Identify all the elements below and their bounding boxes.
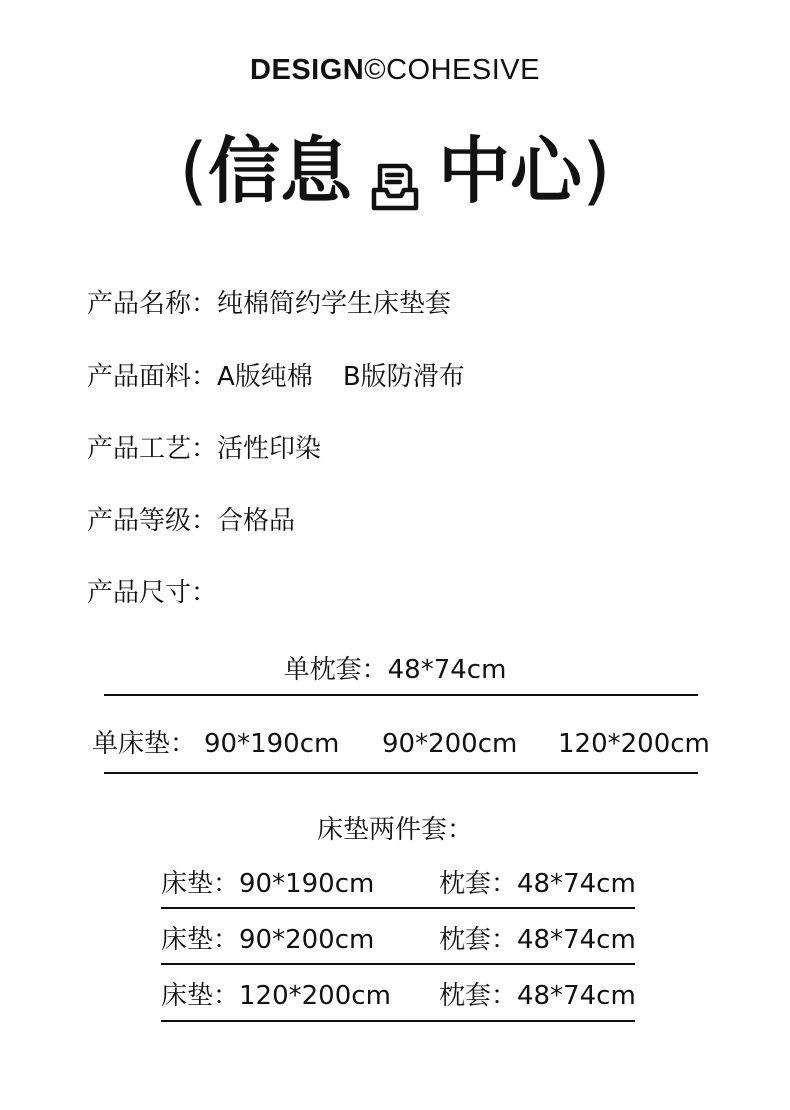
brand-part-2: COHESIVE xyxy=(386,54,540,86)
divider xyxy=(161,907,635,909)
spec-fabric xyxy=(87,360,465,394)
spec-label: 产品尺寸： xyxy=(87,578,218,608)
title-left: 信息 xyxy=(207,129,352,213)
set-row xyxy=(161,867,374,901)
spec-product-name xyxy=(87,287,451,321)
brand-symbol: © xyxy=(364,54,387,86)
spec-size xyxy=(87,576,217,610)
set-row-pillow xyxy=(439,979,636,1013)
size-pillowcase xyxy=(0,653,790,687)
set-row xyxy=(161,923,374,957)
set-mattress-label: 床垫： xyxy=(161,925,240,955)
divider xyxy=(161,1020,635,1022)
set-row-pillow xyxy=(439,867,636,901)
set-pillow-value: 48*74cm xyxy=(517,869,636,899)
title-open-paren: ( xyxy=(179,128,208,214)
spec-label: 产品工艺： xyxy=(87,434,218,464)
set-pillow-label: 枕套： xyxy=(439,981,518,1011)
set-pillow-value: 48*74cm xyxy=(517,981,636,1011)
set-pillow-label: 枕套： xyxy=(439,925,518,955)
set-mattress-value: 120*200cm xyxy=(239,981,391,1011)
brand-logo xyxy=(0,52,790,88)
title-right: 中心 xyxy=(438,129,583,213)
size-mattress-value: 120*200cm xyxy=(558,729,710,759)
size-mattress-value: 90*190cm xyxy=(204,729,340,759)
spec-value: 活性印染 xyxy=(217,434,322,464)
divider xyxy=(161,963,635,965)
set-row-pillow xyxy=(439,923,636,957)
brand-part-1: DESIGN xyxy=(250,54,365,86)
set-pillow-label: 枕套： xyxy=(439,869,518,899)
spec-grade xyxy=(87,504,295,538)
spec-value: 纯棉简约学生床垫套 xyxy=(217,289,452,319)
divider xyxy=(104,772,698,774)
set-mattress-value: 90*190cm xyxy=(239,869,375,899)
set-row xyxy=(161,979,391,1013)
spec-craft xyxy=(87,432,321,466)
spec-label: 产品名称： xyxy=(87,289,218,319)
set-mattress-label: 床垫： xyxy=(161,869,240,899)
size-mattress-label: 单床垫： xyxy=(92,729,197,759)
spec-value-b: B版防滑布 xyxy=(342,362,465,392)
document-tray-icon xyxy=(370,144,420,198)
spec-value: 合格品 xyxy=(217,506,296,536)
title-close-paren: ) xyxy=(582,128,611,214)
divider xyxy=(104,694,698,696)
size-label: 单枕套： xyxy=(283,655,388,685)
page-title xyxy=(0,126,790,216)
set-mattress-label: 床垫： xyxy=(161,981,240,1011)
spec-label: 产品面料： xyxy=(87,362,218,392)
spec-value-a: A版纯棉 xyxy=(217,362,313,392)
set-heading: 床垫两件套： xyxy=(316,815,473,845)
size-value: 48*74cm xyxy=(387,655,507,685)
set-pillow-value: 48*74cm xyxy=(517,925,636,955)
set-mattress-value: 90*200cm xyxy=(239,925,375,955)
spec-label: 产品等级： xyxy=(87,506,218,536)
size-mattress-value: 90*200cm xyxy=(382,729,518,759)
